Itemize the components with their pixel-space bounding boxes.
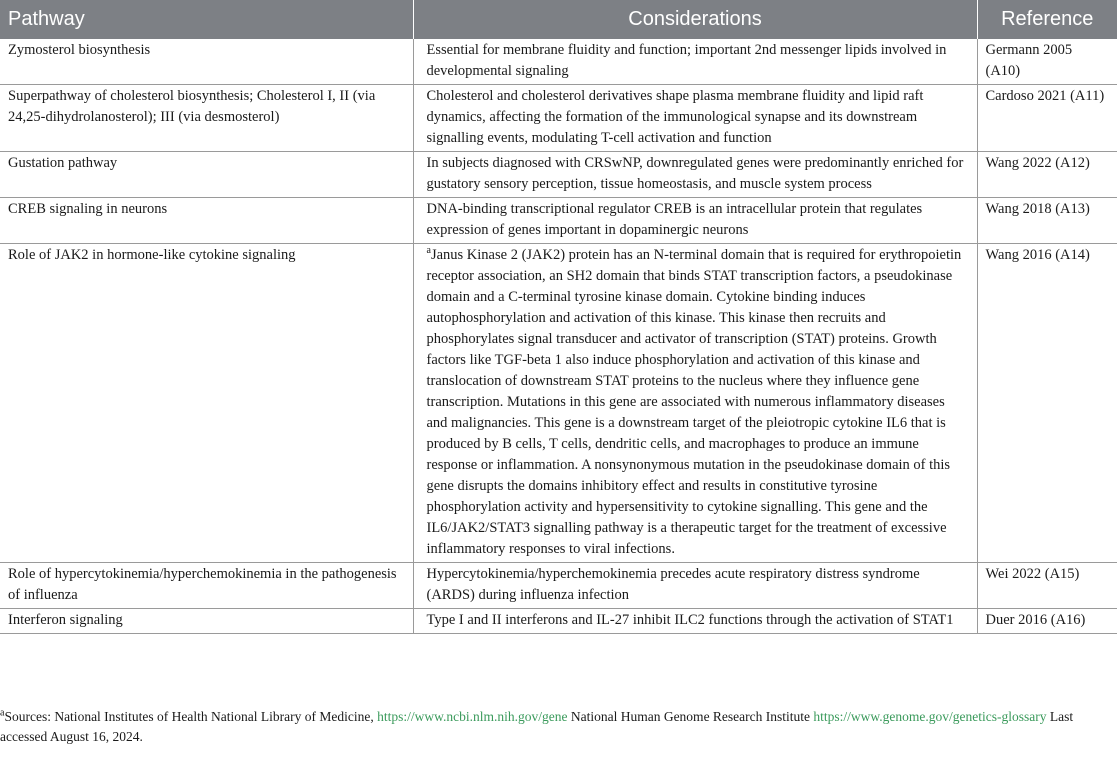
table-row — [0, 39, 1117, 85]
table-row — [0, 609, 1117, 634]
footnote-text: National Human Genome Research Institute — [567, 709, 814, 724]
reference-cell: Wang 2018 (A13) — [977, 198, 1117, 244]
table-row — [0, 85, 1117, 152]
reference-cell: Wang 2016 (A14) — [977, 244, 1117, 563]
considerations-cell: Hypercytokinemia/hyperchemokinemia precedes acute respiratory distress syndrome (ARDS) during influenza infection — [413, 563, 977, 609]
footnote-marker: a — [426, 245, 431, 257]
considerations-cell: Cholesterol and cholesterol derivatives shape plasma membrane fluidity and lipid raft dynamics, affecting the formation of the immunological synapse and its downstream signalling events, modulating T-cell activation and function — [413, 85, 977, 152]
pathway-cell: Role of hypercytokinemia/hyperchemokinemia in the pathogenesis of influenza — [0, 563, 413, 609]
considerations-cell — [413, 244, 977, 563]
table-footnote — [0, 707, 1113, 747]
header-pathway: Pathway — [0, 0, 413, 39]
footnote-text: Sources: National Institutes of Health National Library of Medicine, — [4, 709, 378, 724]
ncbi-gene-link[interactable]: https://www.ncbi.nlm.nih.gov/gene — [377, 709, 568, 724]
considerations-cell: In subjects diagnosed with CRSwNP, downregulated genes were predominantly enriched for gustatory sensory perception, tissue homeostasis, and muscle system process — [413, 152, 977, 198]
considerations-text: Janus Kinase 2 (JAK2) protein has an N-terminal domain that is required for erythropoietin receptor association, an SH2 domain that binds STAT transcription factors, a pseudokinase domain and a C-terminal tyrosine kinase domain. Cytokine binding induces autophosphorylation and activation of this kinase. This kinase then recruits and phosphorylates signal transducer and activator of transcription (STAT) proteins. Growth factors like TGF-beta 1 also induce phosphorylation and activation of this kinase and translocation of downstream STAT proteins to the nucleus where they influence gene transcription. Mutations in this gene are associated with numerous inflammatory diseases and malignancies. This gene is a downstream target of the pleiotropic cytokine IL6 that is produced by B cells, T cells, dendritic cells, and macrophages to produce an immune response or inflammation. A nonsynonymous mutation in the pseudokinase domain of this gene disrupts the domains inhibitory effect and results in constitutive tyrosine phosphorylation activity and hypersensitivity to cytokine signalling. This gene and the IL6/JAK2/STAT3 signalling pathway is a therapeutic target for the treatment of excessive inflammatory responses to viral infections. — [426, 247, 962, 557]
pathway-cell: Zymosterol biosynthesis — [0, 39, 413, 85]
considerations-cell: Type I and II interferons and IL-27 inhibit ILC2 functions through the activation of STAT1 — [413, 609, 977, 634]
reference-cell: Wei 2022 (A15) — [977, 563, 1117, 609]
table-row — [0, 198, 1117, 244]
pathway-cell: Interferon signaling — [0, 609, 413, 634]
footnote-text: Last accessed August 16, 2024. — [0, 709, 1074, 744]
footnote-marker: a — [0, 707, 5, 719]
table-row — [0, 152, 1117, 198]
reference-cell: Germann 2005 (A10) — [977, 39, 1117, 85]
table-row — [0, 244, 1117, 563]
pathway-cell: Superpathway of cholesterol biosynthesis; Cholesterol I, II (via 24,25-dihydrolanosterol); III (via desmosterol) — [0, 85, 413, 152]
table-header-row — [0, 0, 1117, 39]
pathway-cell: Gustation pathway — [0, 152, 413, 198]
considerations-cell: Essential for membrane fluidity and function; important 2nd messenger lipids involved in developmental signaling — [413, 39, 977, 85]
reference-cell: Duer 2016 (A16) — [977, 609, 1117, 634]
genome-glossary-link[interactable]: https://www.genome.gov/genetics-glossary — [813, 709, 1047, 724]
table-row — [0, 563, 1117, 609]
considerations-cell: DNA-binding transcriptional regulator CREB is an intracellular protein that regulates expression of genes important in dopaminergic neurons — [413, 198, 977, 244]
pathway-cell: CREB signaling in neurons — [0, 198, 413, 244]
pathway-cell: Role of JAK2 in hormone-like cytokine signaling — [0, 244, 413, 563]
reference-cell: Wang 2022 (A12) — [977, 152, 1117, 198]
header-considerations: Considerations — [413, 0, 977, 39]
reference-cell: Cardoso 2021 (A11) — [977, 85, 1117, 152]
header-reference: Reference — [977, 0, 1117, 39]
